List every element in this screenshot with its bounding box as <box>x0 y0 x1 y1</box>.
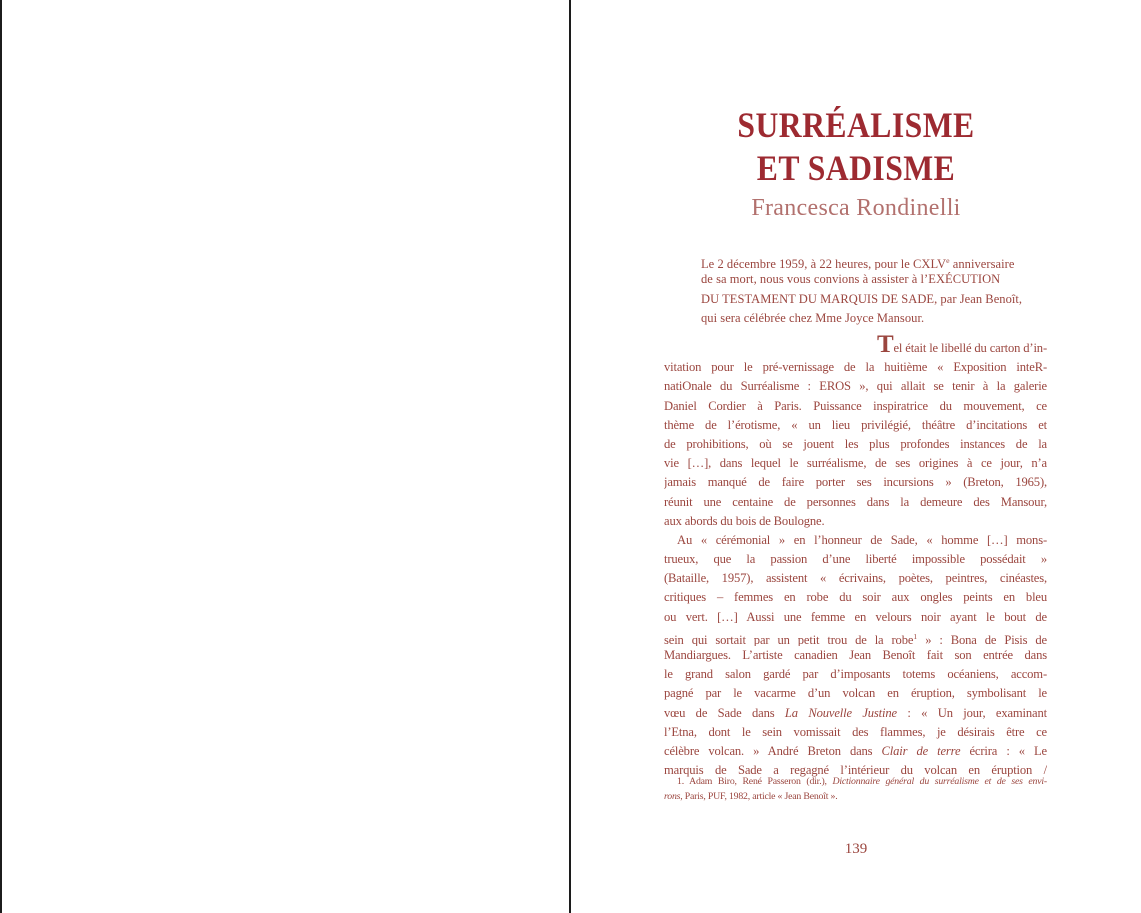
text-line <box>664 608 1047 627</box>
text-segment: Au « cérémonial » en l’honneur de Sade, « homme […] mons- <box>677 532 1047 547</box>
text-line <box>664 684 1047 703</box>
text-line <box>664 531 1047 550</box>
text-line <box>664 493 1047 512</box>
drop-cap: T <box>876 331 894 358</box>
text-line <box>664 377 1047 396</box>
text-segment: critiques – femmes en robe du soir aux ongles peints en bleu <box>664 590 1047 605</box>
text-segment: marquis de Sade a regagné l’intérieur du volcan en éruption / <box>664 763 1047 778</box>
text-line <box>664 704 1047 723</box>
text-segment: célèbre volcan. » André Breton dans <box>664 743 882 758</box>
text-line <box>664 512 1047 531</box>
text-line <box>701 270 1057 289</box>
text-segment: natiOnale du Surréalisme : EROS », qui allait se tenir à la galerie <box>664 379 1047 394</box>
paragraph-2 <box>664 531 1047 780</box>
text-segment: écrira : « Le <box>960 743 1047 758</box>
text-line <box>664 742 1047 761</box>
text-line <box>664 358 1047 377</box>
text-segment: trueux, que la passion d’une liberté impossible possédait » <box>664 552 1047 567</box>
text-line <box>701 251 1057 270</box>
text-line <box>664 473 1047 492</box>
invitation-epigraph <box>701 251 1057 329</box>
text-segment: anniversaire <box>949 257 1015 271</box>
body-text <box>664 331 1047 780</box>
text-segment: jamais manqué de faire porter ses incursions » (Breton, 1965), <box>664 475 1047 490</box>
text-line <box>664 435 1047 454</box>
text-line <box>664 454 1047 473</box>
chapter-title-line-1: SURRÉALISME <box>737 105 975 145</box>
italic-text: rons <box>664 791 681 802</box>
italic-text: Clair de terre <box>881 743 961 758</box>
text-segment: l’Etna, dont le sein vomissait des flammes, je désirais être ce <box>664 724 1047 739</box>
chapter-title-line-2: ET SADISME <box>756 148 956 188</box>
text-segment: pagné par le vacarme d’un volcan en éruption, symbolisant le <box>664 686 1047 701</box>
page-number: 139 <box>844 841 868 857</box>
text-segment: le grand salon gardé par d’imposants totems océaniens, accom- <box>664 667 1047 682</box>
chapter-title <box>605 104 1107 190</box>
text-segment: sein qui sortait par un petit trou de la robe <box>664 633 914 646</box>
text-segment: » : Bona de Pisis de <box>917 633 1047 646</box>
text-segment: el était le libellé du carton d’in- <box>893 341 1047 355</box>
text-line <box>664 665 1047 684</box>
superscript: e <box>946 256 950 265</box>
text-line <box>701 309 1057 328</box>
left-page-blank <box>2 0 569 913</box>
text-segment: thème de l’érotisme, « un lieu privilégié, théâtre d’incitations et <box>664 417 1047 432</box>
text-line <box>664 331 1047 358</box>
text-line <box>664 550 1047 569</box>
text-line <box>664 646 1047 665</box>
text-segment: qui sera célébrée chez Mme Joyce Mansour. <box>701 311 925 326</box>
text-segment: Le 2 décembre 1959, à 22 heures, pour le CXLV <box>701 257 947 271</box>
text-line <box>701 290 1057 309</box>
right-page <box>571 0 1141 913</box>
text-segment: 1. Adam Biro, René Passeron (dir.), <box>677 776 833 787</box>
footnote <box>664 774 1047 804</box>
superscript: 1 <box>913 631 918 641</box>
text-line <box>664 774 1047 789</box>
text-segment: : « Un jour, examinant <box>896 705 1047 720</box>
text-line <box>664 627 1047 646</box>
text-segment: vitation pour le pré-vernissage de la huitième « Exposition inteR- <box>664 360 1047 375</box>
text-segment: aux abords du bois de Boulogne. <box>664 513 825 528</box>
text-line <box>664 588 1047 607</box>
text-segment: de sa mort, nous vous convions à assister à l’EXÉCUTION <box>701 272 1001 287</box>
author-name: Francesca Rondinelli <box>751 195 961 221</box>
text-line <box>664 416 1047 435</box>
text-segment: , Paris, PUF, 1982, article « Jean Benoît ». <box>680 791 838 802</box>
text-segment: DU TESTAMENT DU MARQUIS DE SADE, par Jean Benoît, <box>701 291 1023 306</box>
text-segment: (Bataille, 1957), assistent « écrivains, poètes, peintres, cinéastes, <box>664 571 1047 586</box>
text-segment: de prohibitions, où se jouent les plus profondes instances de la <box>664 436 1047 451</box>
paragraph-1 <box>664 331 1047 531</box>
text-segment: vie […], dans lequel le surréalisme, de ses origines à ce jour, n’a <box>664 456 1047 471</box>
text-line <box>664 569 1047 588</box>
text-segment: vœu de Sade dans <box>664 705 785 720</box>
text-segment: ou vert. […] Aussi une femme en velours noir ayant le bout de <box>664 609 1047 624</box>
text-line <box>664 789 1047 804</box>
italic-text: Dictionnaire général du surréalisme et de ses envi- <box>832 776 1047 787</box>
text-line <box>664 397 1047 416</box>
text-line <box>664 723 1047 742</box>
text-segment: Daniel Cordier à Paris. Puissance inspiratrice du mouvement, ce <box>664 398 1047 413</box>
italic-text: La Nouvelle Justine <box>784 705 897 720</box>
text-segment: réunit une centaine de personnes dans la demeure des Mansour, <box>664 494 1047 509</box>
text-segment: Mandiargues. L’artiste canadien Jean Benoît fait son entrée dans <box>664 648 1047 662</box>
